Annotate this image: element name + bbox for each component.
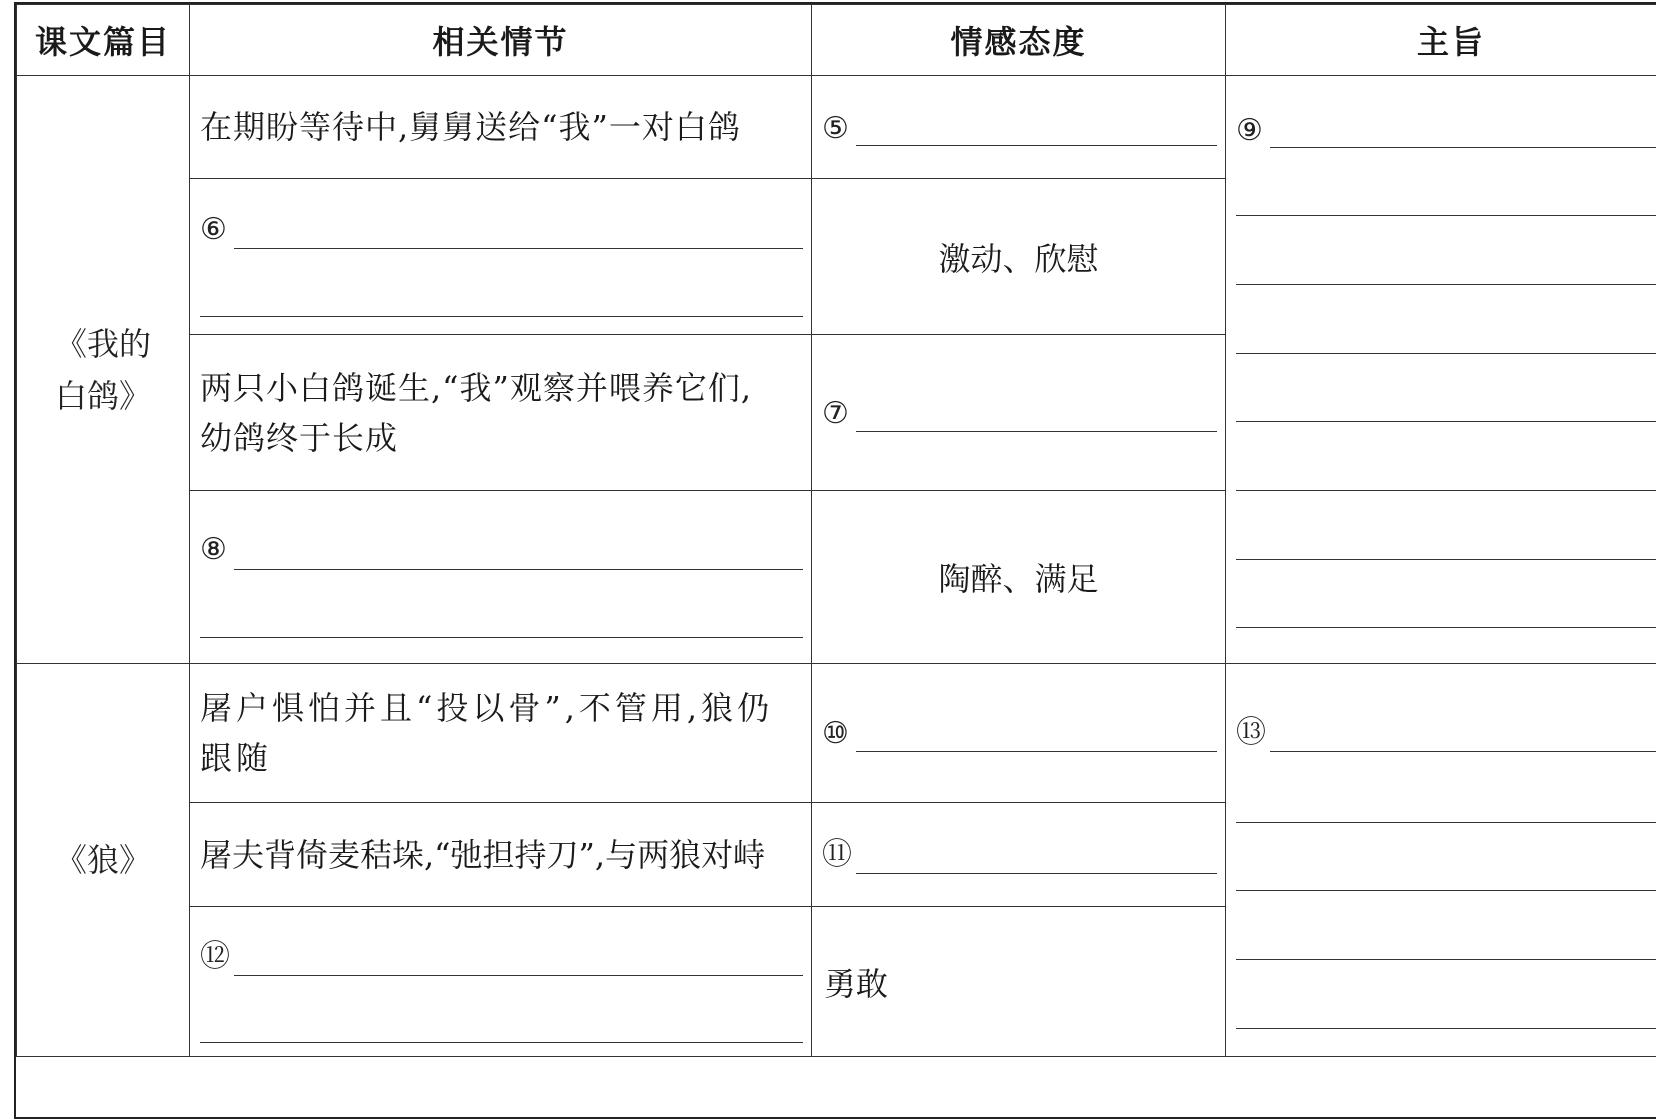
answer-blank-13-line[interactable]	[1236, 959, 1656, 960]
blank-number-7: ⑦	[822, 399, 849, 429]
lesson1-event-3-line2: 幼鸽终于长成	[200, 413, 801, 463]
lesson2-title-cell	[17, 664, 190, 1057]
answer-blank-12[interactable]	[234, 975, 803, 976]
answer-blank-12-line[interactable]	[200, 1042, 803, 1043]
answer-blank-9-line[interactable]	[1236, 284, 1656, 285]
lesson2-attitude-3-text: 勇敢	[824, 965, 888, 1003]
lesson1-title-line2: 白鸽》	[17, 370, 189, 422]
lesson1-theme-cell	[1226, 76, 1656, 664]
lesson1-event-4	[190, 491, 812, 664]
answer-blank-9-line[interactable]	[1236, 490, 1656, 491]
lesson2-attitude-2	[812, 803, 1226, 907]
answer-blank-9-line[interactable]	[1236, 627, 1656, 628]
lesson1-event-2	[190, 179, 812, 335]
lesson2-event-1-line2: 跟随	[200, 733, 801, 783]
blank-number-5: ⑤	[822, 114, 849, 144]
lesson1-attitude-4-text: 陶醉、满足	[938, 560, 1098, 598]
answer-blank-8[interactable]	[234, 569, 803, 570]
lesson2-theme-cell	[1226, 664, 1656, 1057]
lesson2-title: 《狼》	[17, 834, 189, 886]
lesson2-event-1	[190, 664, 812, 803]
lesson1-attitude-2-text: 激动、欣慰	[938, 240, 1098, 278]
answer-blank-11[interactable]	[856, 873, 1217, 874]
lesson2-event-1-line1: 屠户惧怕并且“投以骨”,不管用,狼仍	[200, 683, 801, 733]
answer-blank-6[interactable]	[234, 248, 803, 249]
lesson1-title-line1: 《我的	[17, 318, 189, 370]
answer-blank-13-line[interactable]	[1236, 890, 1656, 891]
lesson1-event-1	[190, 76, 812, 179]
answer-blank-6-line[interactable]	[200, 316, 803, 317]
lesson1-attitude-3	[812, 335, 1226, 491]
header-events: 相关情节	[190, 5, 812, 76]
answer-blank-9-line[interactable]	[1236, 215, 1656, 216]
blank-number-8: ⑧	[200, 535, 227, 565]
answer-blank-10[interactable]	[856, 751, 1217, 752]
lesson1-event-3-line1: 两只小白鸽诞生,“我”观察并喂养它们,	[200, 363, 801, 413]
blank-number-13: ⑬	[1236, 718, 1266, 748]
answer-blank-7[interactable]	[856, 431, 1217, 432]
header-attitude: 情感态度	[812, 5, 1226, 76]
answer-blank-13-line[interactable]	[1236, 822, 1656, 823]
table-row	[17, 664, 1656, 803]
lesson1-event-1-text: 在期盼等待中,舅舅送给“我”一对白鸽	[200, 108, 741, 146]
lesson1-title-cell	[17, 76, 190, 664]
answer-blank-9-line[interactable]	[1236, 421, 1656, 422]
worksheet-table-frame	[14, 2, 1656, 1119]
answer-blank-9-line[interactable]	[1236, 559, 1656, 560]
lesson1-attitude-4	[812, 491, 1226, 664]
blank-number-12: ⑫	[200, 942, 230, 972]
answer-blank-5[interactable]	[856, 145, 1217, 146]
table-row	[17, 76, 1656, 179]
lesson2-event-2-text: 屠夫背倚麦秸垛,“弛担持刀”,与两狼对峙	[200, 836, 765, 874]
answer-blank-8-line[interactable]	[200, 637, 803, 638]
lesson1-attitude-1	[812, 76, 1226, 179]
answer-blank-9-line[interactable]	[1236, 353, 1656, 354]
lesson1-event-3	[190, 335, 812, 491]
blank-number-9: ⑨	[1236, 116, 1263, 146]
answer-blank-13[interactable]	[1270, 751, 1656, 752]
blank-number-6: ⑥	[200, 215, 227, 245]
lesson2-event-2	[190, 803, 812, 907]
lesson1-attitude-2	[812, 179, 1226, 335]
blank-number-10: ⑩	[822, 719, 849, 749]
lesson2-event-3	[190, 907, 812, 1057]
lesson2-attitude-3	[812, 907, 1226, 1057]
answer-blank-13-line[interactable]	[1236, 1028, 1656, 1029]
header-row	[17, 5, 1656, 76]
lesson2-attitude-1	[812, 664, 1226, 803]
header-theme: 主旨	[1226, 5, 1656, 76]
lesson-comparison-table	[16, 4, 1656, 1057]
blank-number-11: ⑪	[822, 840, 852, 870]
header-title: 课文篇目	[17, 5, 190, 76]
answer-blank-9[interactable]	[1270, 147, 1656, 148]
